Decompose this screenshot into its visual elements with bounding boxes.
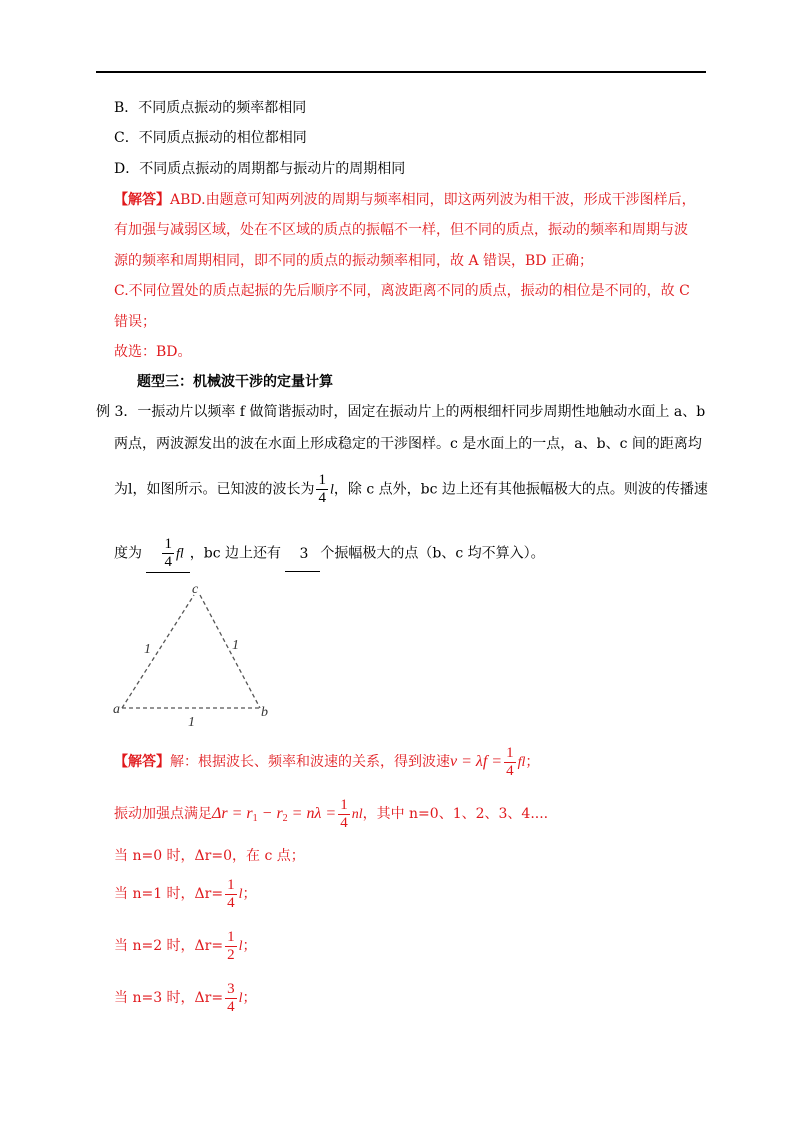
- answer2-line4: [114, 876, 256, 913]
- answer1-line6: 故选：BD。: [114, 344, 192, 360]
- frac-den: 2: [227, 946, 235, 963]
- answer1-line3: 源的频率和周期相同，即不同的质点的振动频率相同，故 A 错误，BD 正确；: [114, 253, 593, 269]
- dr-eq: Δr = r: [212, 805, 253, 822]
- minus-r: − r: [257, 805, 283, 822]
- label-side-left: 1: [144, 642, 151, 657]
- semicolon: ；: [242, 938, 257, 954]
- side-ac: [122, 595, 194, 708]
- answer2-line6: [114, 980, 256, 1017]
- answer1-tag: 【解答】: [114, 192, 170, 208]
- label-side-right: 1: [232, 638, 239, 653]
- frac-num: 1: [164, 536, 172, 552]
- var-nl: nl: [351, 807, 363, 822]
- answer2-line1-pre: 解：根据波长、频率和波速的关系，得到波速: [170, 754, 450, 770]
- frac-num: 1: [340, 796, 348, 813]
- sub-2: 2: [282, 813, 288, 824]
- var-l: l: [329, 482, 334, 498]
- semicolon: ；: [242, 886, 257, 902]
- frac-num: 1: [506, 744, 514, 761]
- var-l: l: [238, 991, 243, 1006]
- frac-num: 1: [227, 928, 235, 945]
- example-line3-pre: 为l，如图所示。已知波的波长为: [114, 481, 315, 498]
- answer2-line5: [114, 928, 256, 965]
- frac-den: 4: [227, 998, 235, 1015]
- speed-fraction: [162, 536, 174, 571]
- example-line3: [114, 472, 708, 508]
- answer1-line1: [114, 190, 696, 210]
- delta-r-equation: [212, 805, 336, 822]
- frac-den: 4: [227, 894, 235, 911]
- example-line4-pre: 度为: [114, 545, 142, 562]
- option-c: C．不同质点振动的相位都相同: [114, 130, 307, 146]
- v-fraction: [504, 745, 516, 780]
- answer2-tag: 【解答】: [114, 754, 170, 770]
- case-n2-pre: 当 n=2 时，Δr=: [114, 938, 224, 954]
- answer1-line2: 有加强与减弱区域，处在不区域的质点的振幅不一样，但不同的质点，振动的频率和周期与波: [114, 222, 688, 238]
- answer2-line2: [114, 796, 548, 837]
- wavelength-fraction: [316, 472, 328, 507]
- label-a: a: [113, 702, 120, 717]
- nl-fraction: [338, 797, 350, 832]
- answer1-line4: C.不同位置处的质点起振的先后顺序不同，离波距离不同的质点，振动的相位是不同的，故 C: [114, 283, 690, 299]
- example-line1: 例 3．一振动片以频率 f 做简谐振动时，固定在振动片上的两根细杆同步周期性地触动水面上 a、b: [96, 404, 706, 420]
- case-n3-pre: 当 n=3 时，Δr=: [114, 990, 224, 1006]
- example-line4-mid: ，bc 边上还有: [189, 545, 281, 562]
- semicolon: ；: [525, 754, 540, 770]
- var-l: l: [238, 939, 243, 954]
- case-n2-fraction: [225, 929, 237, 964]
- answer2-line2-post: ，其中 n=0、1、2、3、4....: [362, 806, 549, 822]
- frac-den: 4: [506, 762, 514, 779]
- var-fl: fl: [175, 546, 184, 562]
- label-c: c: [192, 582, 199, 597]
- var-l: l: [238, 887, 243, 902]
- option-b: B．不同质点振动的频率都相同: [114, 100, 307, 116]
- side-bc: [200, 595, 260, 708]
- v-equation: v = λf =: [450, 753, 503, 770]
- case-n3-fraction: [225, 981, 237, 1016]
- frac-num: 3: [227, 980, 235, 997]
- label-side-bottom: 1: [188, 715, 195, 728]
- answer2-line3: 当 n=0 时，Δr=0，在 c 点；: [114, 848, 305, 864]
- eq-nlambda: = nλ =: [287, 805, 337, 822]
- case-n1-pre: 当 n=1 时，Δr=: [114, 886, 224, 902]
- frac-den: 4: [318, 490, 326, 506]
- frac-num: 1: [318, 472, 326, 488]
- sub-1: 1: [252, 813, 258, 824]
- answer2-line1: [114, 744, 539, 781]
- example-line4-post: 个振幅极大的点（b、c 均不算入）。: [320, 545, 545, 562]
- answer1-line5: 错误；: [114, 314, 156, 330]
- answer2-line2-pre: 振动加强点满足: [114, 806, 212, 822]
- triangle-diagram: [108, 578, 288, 728]
- answer1-text1: ABD.由题意可知两列波的周期与频率相同，即这两列波为相干波，形成干涉图样后，: [170, 192, 696, 208]
- count-blank: 3: [285, 537, 320, 572]
- label-b: b: [261, 705, 268, 720]
- option-d: D．不同质点振动的周期都与振动片的周期相同: [114, 161, 406, 177]
- frac-num: 1: [227, 876, 235, 893]
- frac-den: 4: [164, 554, 172, 570]
- case-n1-fraction: [225, 877, 237, 912]
- semicolon: ；: [242, 990, 257, 1006]
- header-rule: [96, 71, 706, 73]
- var-fl: fl: [517, 755, 526, 770]
- example-line3-post: ，除 c 点外，bc 边上还有其他振幅极大的点。则波的传播速: [333, 481, 708, 498]
- example-line2: 两点，两波源发出的波在水面上形成稳定的干涉图样。c 是水面上的一点，a、b、c 间的距离均: [114, 436, 702, 452]
- speed-blank: [146, 536, 189, 573]
- frac-den: 4: [340, 814, 348, 831]
- example-line4: [114, 536, 545, 573]
- section-title: 题型三：机械波干涉的定量计算: [137, 374, 333, 390]
